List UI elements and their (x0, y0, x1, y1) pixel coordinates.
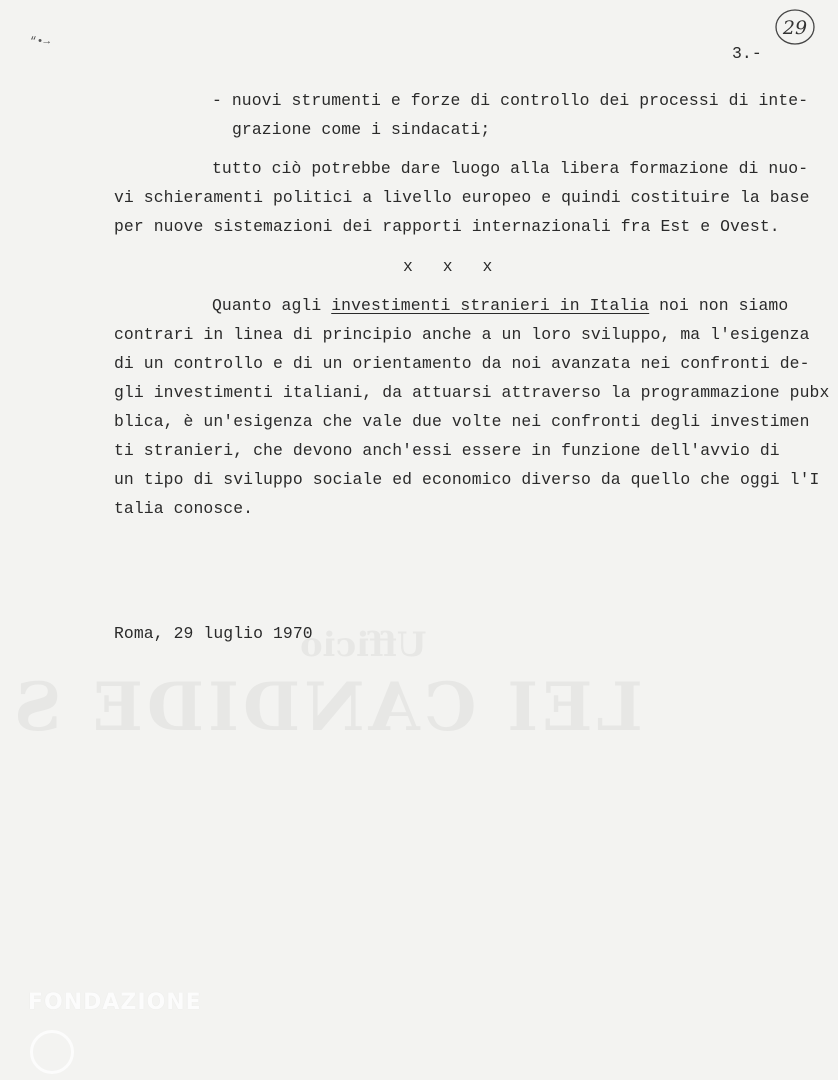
paragraph-2-line-1-start: Quanto agli (212, 296, 332, 315)
paragraph-2-line-2: contrari in linea di principio anche a un loro sviluppo, ma l'esigenza (114, 325, 810, 344)
archive-watermark: FONDAZIONE (28, 990, 202, 1015)
section-separator: x x x (403, 257, 493, 276)
list-item-line-1: - nuovi strumenti e forze di controllo dei processi di inte- (212, 91, 809, 110)
paragraph-2-line-3: di un controllo e di un orientamento da noi avanzata nei confronti de- (114, 354, 810, 373)
paragraph-2-line-8: talia conosce. (114, 499, 254, 518)
paragraph-1-line-3: per nuove sistemazioni dei rapporti internazionali fra Est e Ovest. (114, 217, 780, 236)
archive-number: 29 (782, 17, 808, 39)
archive-number-circle (772, 6, 818, 48)
paragraph-2-line-1-end: noi non siamo (649, 296, 789, 315)
underlined-phrase: investimenti stranieri in Italia (331, 296, 650, 315)
paragraph-1-line-2: vi schieramenti politici a livello europeo e quindi costituire la base (114, 188, 810, 207)
corner-mark: “•→ (30, 36, 51, 48)
list-item-line-2: grazione come i sindacati; (232, 120, 491, 139)
bleed-through-text-large (10, 668, 643, 746)
paragraph-1-line-1: tutto ciò potrebbe dare luogo alla libera formazione di nuo- (212, 159, 809, 178)
paragraph-2-line-7: un tipo di sviluppo sociale ed economico diverso da quello che oggi l'I (114, 470, 820, 489)
paragraph-2-line-6: ti stranieri, che devono anch'essi essere in funzione dell'avvio di (114, 441, 780, 460)
watermark-seal-icon (30, 1030, 74, 1074)
date-line: Roma, 29 luglio 1970 (114, 624, 313, 643)
paragraph-2-line-1 (212, 296, 788, 316)
paragraph-2-line-5: blica, è un'esigenza che vale due volte nei confronti degli investimen (114, 412, 810, 431)
page-number: 3.- (732, 44, 762, 63)
bleed-through-text-small (300, 625, 427, 665)
paragraph-2-line-4: gli investimenti italiani, da attuarsi attraverso la programmazione pubx (114, 383, 830, 402)
